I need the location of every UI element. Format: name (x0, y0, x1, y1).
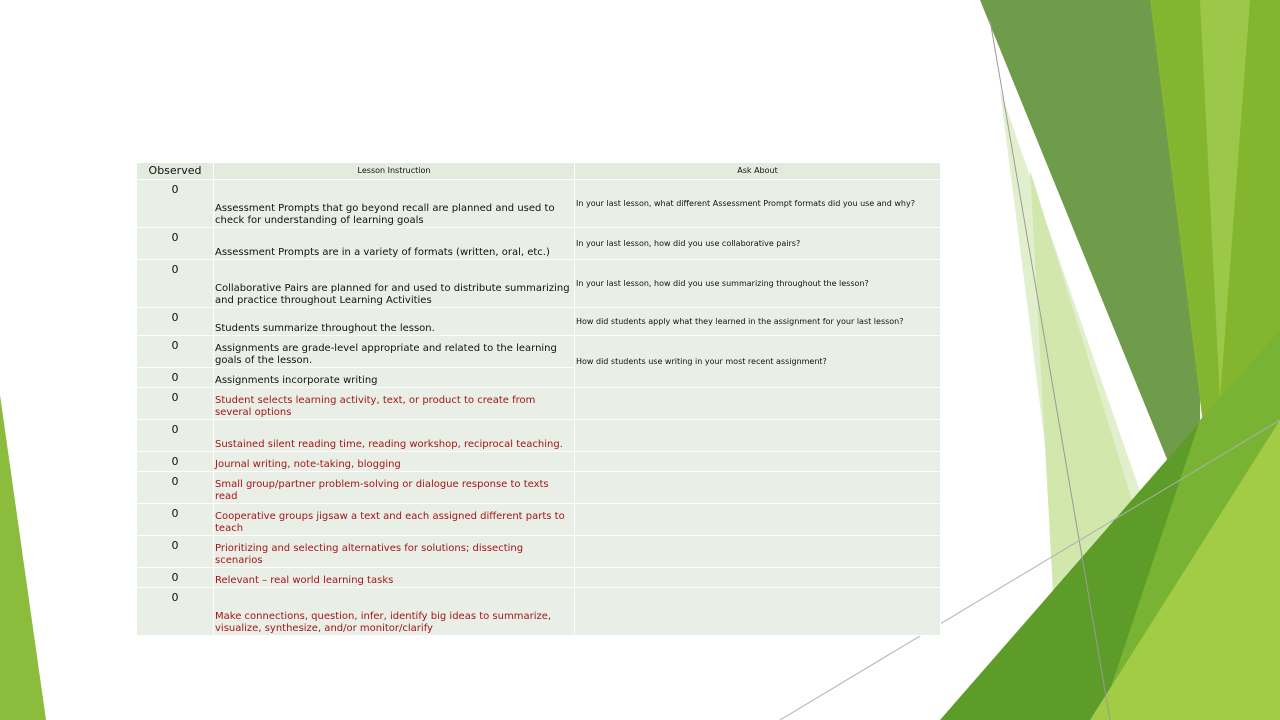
lesson-instruction-text: Assignments are grade-level appropriate and related to the learning goals of the lesson. (215, 343, 557, 367)
observed-count: 0 (137, 420, 214, 452)
lesson-instruction-text: Cooperative groups jigsaw a text and each assigned different parts to teach (215, 511, 565, 535)
observed-count: 0 (137, 568, 214, 588)
table-row (137, 588, 941, 636)
lesson-instruction-cell (214, 368, 575, 388)
observed-count: 0 (137, 260, 214, 308)
lesson-instruction-text: Student selects learning activity, text, or product to create from several options (215, 395, 536, 419)
observed-count: 0 (137, 308, 214, 336)
lesson-instruction-cell (214, 388, 575, 420)
lesson-instruction-cell (214, 504, 575, 536)
header-observed: Observed (137, 163, 214, 180)
observed-count: 0 (137, 452, 214, 472)
lesson-instruction-cell (214, 308, 575, 336)
observed-count: 0 (137, 472, 214, 504)
table-row (137, 180, 941, 228)
observation-table (136, 162, 941, 636)
lesson-instruction-text: Students summarize throughout the lesson. (215, 323, 435, 335)
ask-about-cell (575, 588, 941, 636)
lesson-instruction-cell (214, 336, 575, 368)
table-body (137, 180, 941, 636)
table-row (137, 420, 941, 452)
lesson-instruction-text: Assessment Prompts are in a variety of formats (written, oral, etc.) (215, 247, 550, 259)
lesson-instruction-cell (214, 472, 575, 504)
lesson-instruction-text: Journal writing, note-taking, blogging (215, 459, 401, 471)
table-row (137, 472, 941, 504)
lesson-instruction-cell (214, 536, 575, 568)
lesson-instruction-text: Collaborative Pairs are planned for and used to distribute summarizing and practice throughout Learning Activities (215, 283, 570, 307)
table-row (137, 504, 941, 536)
table-row (137, 388, 941, 420)
lesson-instruction-cell (214, 420, 575, 452)
ask-about-cell (575, 420, 941, 452)
header-ask-about: Ask About (575, 163, 941, 180)
lesson-instruction-cell (214, 228, 575, 260)
observed-count: 0 (137, 588, 214, 636)
observed-count: 0 (137, 336, 214, 368)
table-row (137, 260, 941, 308)
lesson-instruction-cell (214, 588, 575, 636)
ask-about-cell: In your last lesson, how did you use collaborative pairs? (575, 228, 941, 260)
table-row (137, 568, 941, 588)
observed-count: 0 (137, 368, 214, 388)
observed-count: 0 (137, 504, 214, 536)
ask-about-cell: In your last lesson, how did you use summarizing throughout the lesson? (575, 260, 941, 308)
table-row (137, 536, 941, 568)
ask-about-cell (575, 536, 941, 568)
lesson-instruction-cell (214, 568, 575, 588)
ask-about-cell: How did students use writing in your most recent assignment? (575, 336, 941, 388)
left-green-sliver (0, 395, 46, 720)
ask-about-cell (575, 452, 941, 472)
table-row (137, 228, 941, 260)
lesson-instruction-text: Relevant – real world learning tasks (215, 575, 394, 587)
table-header-row (137, 163, 941, 180)
table-row (137, 452, 941, 472)
table-row (137, 308, 941, 336)
header-lesson-instruction: Lesson Instruction (214, 163, 575, 180)
observed-count: 0 (137, 228, 214, 260)
lesson-instruction-cell (214, 180, 575, 228)
lesson-instruction-text: Sustained silent reading time, reading workshop, reciprocal teaching. (215, 439, 563, 451)
lesson-instruction-text: Make connections, question, infer, identify big ideas to summarize, visualize, synthesize, and/or monitor/clarify (215, 611, 552, 635)
ask-about-cell (575, 388, 941, 420)
table-row (137, 336, 941, 368)
observed-count: 0 (137, 536, 214, 568)
ask-about-cell (575, 472, 941, 504)
lesson-instruction-text: Prioritizing and selecting alternatives for solutions; dissecting scenarios (215, 543, 524, 567)
lesson-instruction-cell (214, 260, 575, 308)
ask-about-cell (575, 568, 941, 588)
ask-about-cell (575, 504, 941, 536)
ask-about-cell: In your last lesson, what different Assessment Prompt formats did you use and why? (575, 180, 941, 228)
lesson-instruction-text: Assignments incorporate writing (215, 375, 378, 387)
observed-count: 0 (137, 180, 214, 228)
lesson-instruction-text: Small group/partner problem-solving or dialogue response to texts read (215, 479, 549, 503)
ask-about-cell: How did students apply what they learned in the assignment for your last lesson? (575, 308, 941, 336)
lesson-instruction-text: Assessment Prompts that go beyond recall are planned and used to check for understanding of learning goals (215, 203, 555, 227)
lesson-instruction-cell (214, 452, 575, 472)
observed-count: 0 (137, 388, 214, 420)
